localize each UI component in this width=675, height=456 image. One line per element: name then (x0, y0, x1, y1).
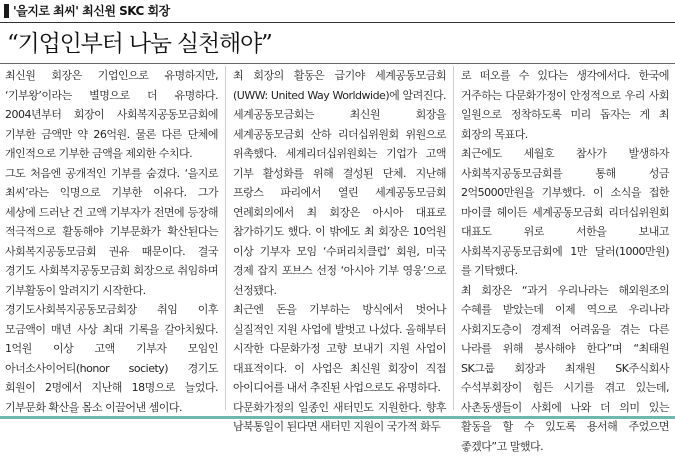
paragraph: 로 떠오를 수 있다는 생각에서다. 한국에 거주하는 다문화가정이 안정적으로 우리 사회 일원으로 정착하도록 미리 돕자는 게 최 회장의 목표다. (461, 66, 669, 144)
article-header (0, 0, 675, 24)
paragraph: 최근에도 세월호 참사가 발생하자 사회복지공동모금회를 통해 성금 2억5000만원을 기부했다. 이 소식을 접한 마이클 헤이든 세계공동모금회 리더십위원회 대표도 위로 서한을 보내고 사회복지공동모금회에 1만 달러(1000만원)를 기탁했다. (461, 144, 669, 281)
paragraph: 그도 처음엔 공개적인 기부를 숨겼다. ‘을지로 최씨’라는 익명으로 기부한 이유다. 그가 세상에 드러난 건 고액 기부자가 전면에 등장해 적극적으로 활동해야 기부문화가 확산된다는 사회복지공동모금회 권유 때문이다. 결국 경기도 사회복지공동모금회 회장으로 취임하며 기부활동이 알려지기 시작한다. (5, 164, 218, 301)
paragraph: 최신원 회장은 기업인으로 유명하지만, ‘기부왕’이라는 별명으로 더 유명하다. 2004년부터 회장이 사회복지공동모금회에 기부한 금액만 약 26억원. 물론 다른 단체에 개인적으로 기부한 금액을 제외한 수치다. (5, 66, 218, 164)
header-rule (0, 22, 675, 23)
column-2 (233, 66, 446, 410)
paragraph: 경기도사회복지공동모금회장 취임 이후 모금액이 매년 사상 최대 기록을 갈아치웠다. 1억원 이상 고액 기부자 모임인 아너소사이어티(honor society) 경기도 회원이 2명에서 지난해 18명으로 늘었다. 기부문화 확산을 몸소 이끌어낸 셈이다. (5, 300, 218, 417)
article-body (0, 64, 675, 412)
paragraph: 최근엔 돈을 기부하는 방식에서 벗어나 실질적인 지원 사업에 발벗고 나섰다. 올해부터 시작한 다문화가정 고향 보내기 지원 사업이 대표적이다. 이 사업은 최신원 회장이 직접 아이디어를 내서 추진된 사업으로도 유명하다. (233, 300, 446, 398)
paragraph: 최 회장의 활동은 급기야 세계공동모금회(UWW: United Way Worldwide)에 알려진다. 세계공동모금회는 최신원 회장을 세계공동모금회 산하 리더십위원회 위원으로 위촉했다. 세계리더십위원회는 기업가 고액 기부 활성화를 위해 결성된 단체. 지난해 프랑스 파리에서 열린 세계공동모금회 연례회의에서 최 회장은 아시아 대표로 참가하기도 했다. 이 밖에도 최 회장은 10억원 이상 기부자 모임 ‘수퍼리치클럽’ 회원, 미국 경제 잡지 포브스 선정 ‘아시아 기부 영웅’으로 선정됐다. (233, 66, 446, 300)
kicker: '을지로 최씨' 최신원 SKC 회장 (13, 3, 170, 19)
headline: “기업인부터 나눔 실천해야” (7, 29, 272, 59)
kicker-marker (4, 4, 9, 18)
column-1 (5, 66, 218, 410)
paragraph: 다문화가정의 일종인 새터민도 지원한다. 향후 남북통일이 된다면 새터민 지원이 국가적 화두 (233, 398, 446, 437)
bottom-accent-bar (0, 416, 675, 419)
paragraph: 최 회장은 “과거 우리나라는 해외원조의 수혜를 받았는데 이제 역으로 우리나라 사회지도층이 경제적 어려움을 겪는 다른 나라를 위해 봉사해야 한다”며 “최태원 SK그룹 회장과 최재원 SK주식회사 수석부회장이 힘든 시기를 겪고 있는데, 사촌동생들이 사회에 나와 더 의미 있는 활동을 할 수 있도록 용서해 주었으면 좋겠다”고 말했다. (461, 281, 669, 456)
column-3 (461, 66, 669, 410)
